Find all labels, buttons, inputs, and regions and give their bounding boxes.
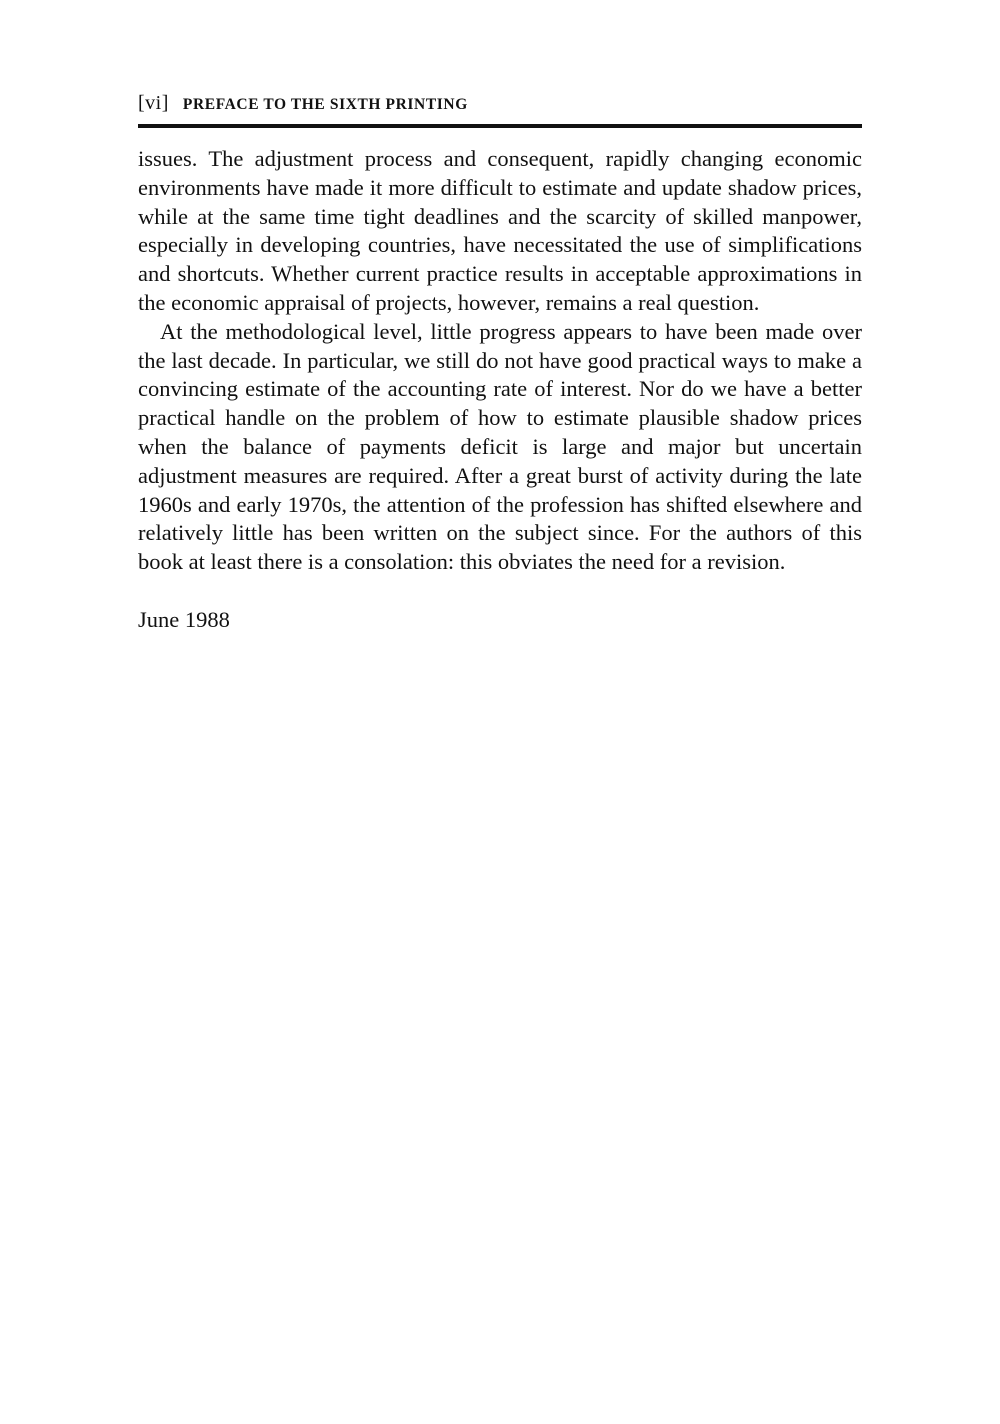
paragraph-methodological: At the methodological level, little progress appears to have been made over the last decade. In particular, we still do not have good practical ways to make a convincing estimate of the accounting rate of interest. Nor do we have a better practical handle on the problem of how to estimate plausible shadow prices when the balance of payments deficit is large and major but uncertain adjustment measures are required. After a great burst of activity during the late 1960s and early 1970s, the attention of the profession has shifted elsewhere and relatively little has been written on the subject since. For the authors of this book at least there is a consolation: this obviates the need for a revision. xyxy=(138,318,862,575)
body-text xyxy=(138,145,862,577)
page-number: [vi] xyxy=(138,92,169,114)
preface-date: June 1988 xyxy=(138,606,230,632)
header-rule xyxy=(138,124,862,128)
running-title: PREFACE TO THE SIXTH PRINTING xyxy=(182,96,468,113)
running-header xyxy=(138,92,862,118)
paragraph-continued: issues. The adjustment process and consequent, rapidly changing economic environments have made it more difficult to estimate and update shadow prices, while at the same time tight deadlines and the scarcity of skilled manpower, especially in developing countries, have necessitated the use of simplifications and shortcuts. Whether current practice results in acceptable approximations in the economic appraisal of projects, however, remains a real question. xyxy=(138,146,862,315)
document-page xyxy=(138,92,862,635)
